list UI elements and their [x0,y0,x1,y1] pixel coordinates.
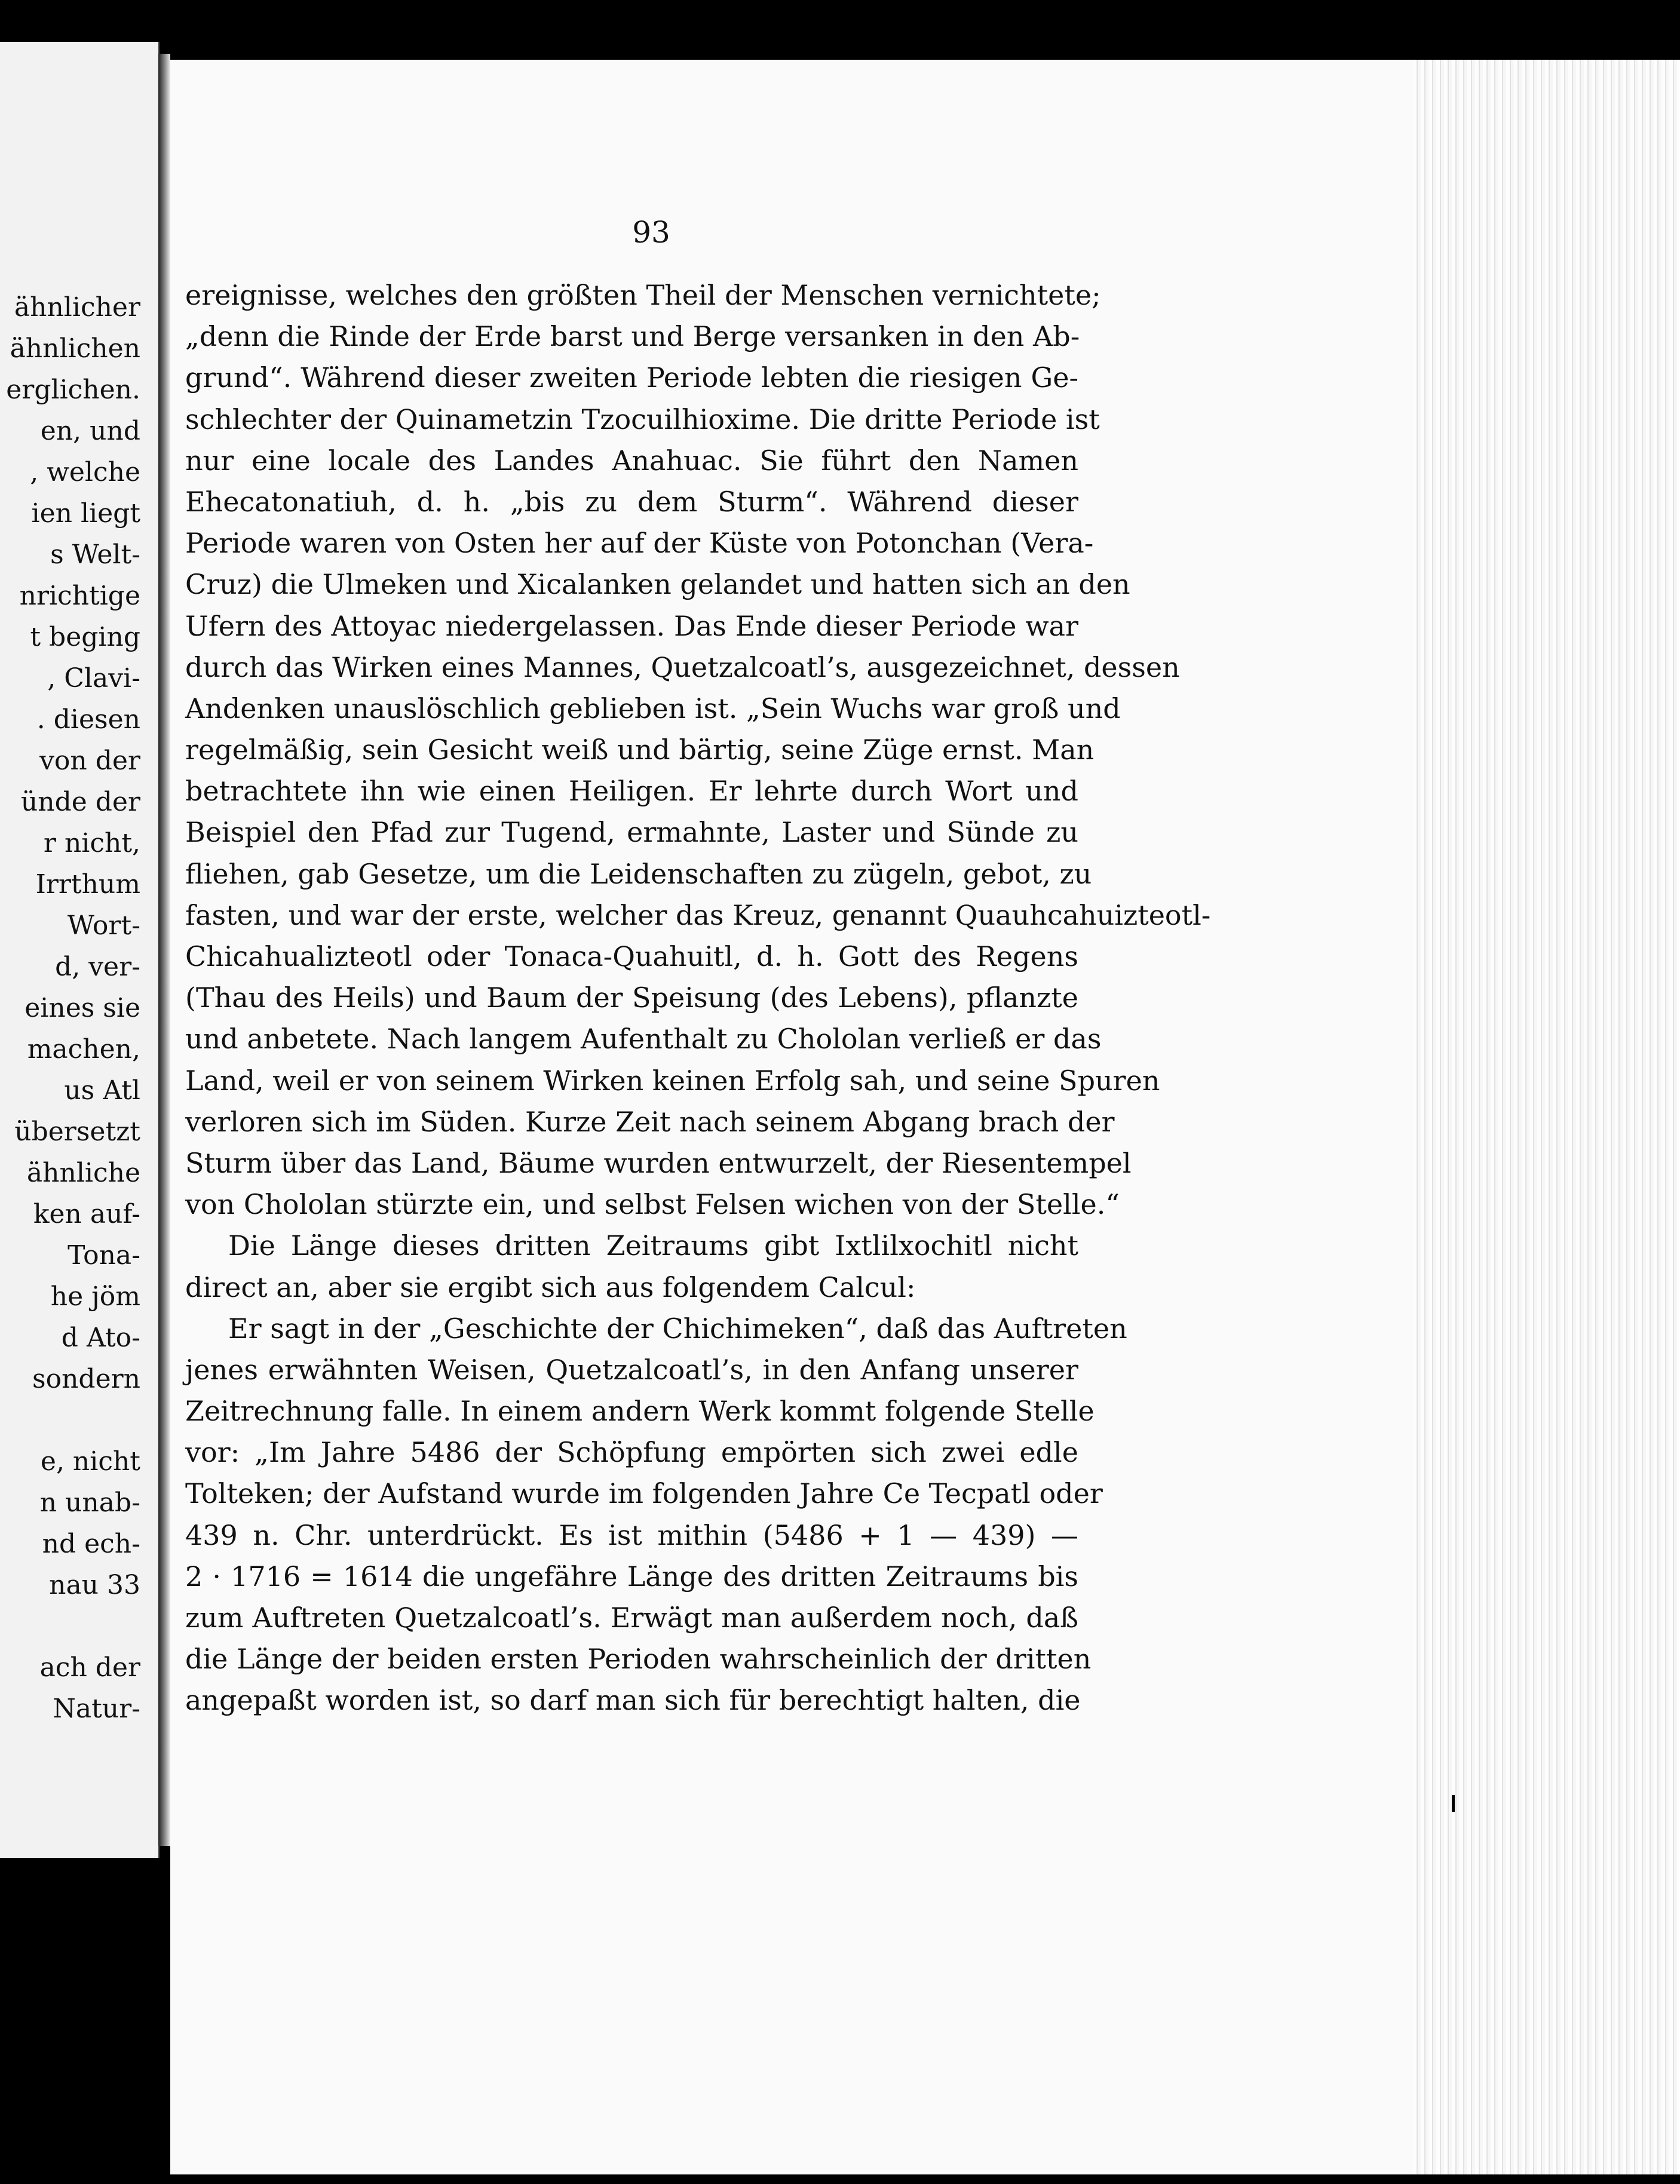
text-line: Tolteken; der Aufstand wurde im folgenden Jahre Ce Tecpatl oder [185,1477,1103,1510]
text-line: angepaßt worden ist, so darf man sich für berechtigt halten, die [185,1684,1081,1717]
left-page-line: n unab- [39,1487,140,1518]
text-line: jenes erwähnten Weisen, Quetzalcoatl’s, in den Anfang unserer [185,1353,1078,1386]
page-number: 93 [632,215,670,250]
text-line: Land, weil er von seinem Wirken keinen Erfolg sah, und seine Spuren [185,1064,1160,1097]
left-page [0,42,160,1858]
text-line: und anbetete. Nach langem Aufenthalt zu Chololan verließ er das [185,1023,1102,1056]
left-page-line: us Atl [64,1075,140,1106]
left-page-line: he jöm [50,1281,140,1312]
text-line: Periode waren von Osten her auf der Küste von Potonchan (Vera- [185,527,1094,560]
text-line: fliehen, gab Gesetze, um die Leidenschaften zu zügeln, gebot, zu [185,857,1092,890]
left-page-line: ien liegt [31,498,140,529]
left-page-line: r nicht, [43,828,140,858]
text-line: nur eine locale des Landes Anahuac. Sie führt den Namen [185,444,1078,477]
text-line: von Chololan stürzte ein, und selbst Felsen wichen von der Stelle.“ [185,1188,1120,1221]
text-line: direct an, aber sie ergibt sich aus folgendem Calcul: [185,1271,916,1303]
left-page-line: e, nicht [40,1446,140,1477]
left-page-line [0,1400,140,1441]
text-line: (Thau des Heils) und Baum der Speisung (des Lebens), pflanzte [185,981,1078,1014]
left-page-line: ähnliche [26,1158,140,1188]
left-page-line: ähnlicher [14,292,140,323]
text-line: Ehecatonatiuh, d. h. „bis zu dem Sturm“. Während dieser [185,485,1078,518]
left-page-line: d Ato- [61,1323,140,1353]
text-line: die Länge der beiden ersten Perioden wahrscheinlich der dritten [185,1643,1092,1676]
text-line: Chicahualizteotl oder Tonaca-Quahuitl, d. h. Gott des Regens [185,940,1078,973]
text-line: Beispiel den Pfad zur Tugend, ermahnte, Laster und Sünde zu [185,816,1078,849]
text-line: Cruz) die Ulmeken und Xicalanken gelandet und hatten sich an den [185,568,1130,601]
left-page-line: ach der [39,1652,140,1683]
text-line: vor: „Im Jahre 5486 der Schöpfung empörten sich zwei edle [185,1436,1078,1469]
left-page-line: Wort- [67,910,140,941]
left-page-line: en, und [40,416,140,446]
text-line: fasten, und war der erste, welcher das Kreuz, genannt Quauhcahuizteotl- [185,898,1211,931]
text-line: Sturm über das Land, Bäume wurden entwurzelt, der Riesentempel [185,1146,1132,1179]
left-page-line: s Welt- [50,539,140,570]
text-line: Andenken unauslöschlich geblieben ist. „Sein Wuchs war groß und [185,692,1121,725]
left-page-line: nd ech- [42,1529,140,1559]
text-line: grund“. Während dieser zweiten Periode lebten die riesigen Ge- [185,361,1078,394]
text-line: Die Länge dieses dritten Zeitraums gibt Ixtlilxochitl nicht [228,1229,1078,1262]
left-page-line: d, ver- [55,952,140,982]
text-line: 2 · 1716 = 1614 die ungefähre Länge des dritten Zeitraums bis [185,1560,1078,1593]
text-line: Er sagt in der „Geschichte der Chichimeken“, daß das Auftreten [228,1312,1127,1345]
left-page-line [0,1606,140,1647]
left-page-line: erglichen. [6,375,140,405]
page-edge-mark [1452,1795,1455,1812]
left-page-line: , welche [30,457,140,487]
left-page-text [0,287,140,1729]
page-edge-stack [1413,60,1680,2174]
left-page-line: eines sie [24,993,140,1023]
left-page-line: Natur- [53,1694,140,1724]
text-line: Zeitrechnung falle. In einem andern Werk kommt folgende Stelle [185,1395,1095,1428]
left-page-line: übersetzt [14,1116,140,1147]
body-text [185,275,1211,1722]
text-line: 439 n. Chr. unterdrückt. Es ist mithin (5486 + 1 — 439) — [185,1519,1078,1551]
left-page-line: . diesen [36,704,140,735]
text-line: ereignisse, welches den größten Theil der Menschen vernichtete; [185,279,1101,311]
left-page-line: Irrthum [35,869,140,900]
left-page-line: von der [39,746,140,776]
text-line: betrachtete ihn wie einen Heiligen. Er lehrte durch Wort und [185,775,1078,808]
text-line: verloren sich im Süden. Kurze Zeit nach seinem Abgang brach der [185,1105,1115,1138]
text-line: Ufern des Attoyac niedergelassen. Das Ende dieser Periode war [185,609,1078,642]
left-page-line: ünde der [20,787,140,817]
left-page-line: t beging [30,622,140,652]
left-page-line: nau 33 [49,1570,140,1600]
left-page-line: nrichtige [19,581,140,611]
text-line: regelmäßig, sein Gesicht weiß und bärtig, seine Züge ernst. Man [185,734,1095,766]
left-page-line: ken auf- [33,1199,140,1229]
left-page-line: Tona- [68,1240,140,1271]
left-page-line: ähnlichen [10,333,140,364]
left-page-line: , Clavi- [47,663,140,694]
text-line: „denn die Rinde der Erde barst und Berge versanken in den Ab- [185,320,1080,353]
text-line: zum Auftreten Quetzalcoatl’s. Erwägt man außerdem noch, daß [185,1602,1078,1634]
text-line: durch das Wirken eines Mannes, Quetzalcoatl’s, ausgezeichnet, dessen [185,651,1180,683]
text-line: schlechter der Quinametzin Tzocuilhioxime. Die dritte Periode ist [185,403,1100,435]
left-page-line: machen, [27,1034,140,1065]
left-page-line: sondern [32,1364,140,1394]
book-gutter [158,54,170,1846]
